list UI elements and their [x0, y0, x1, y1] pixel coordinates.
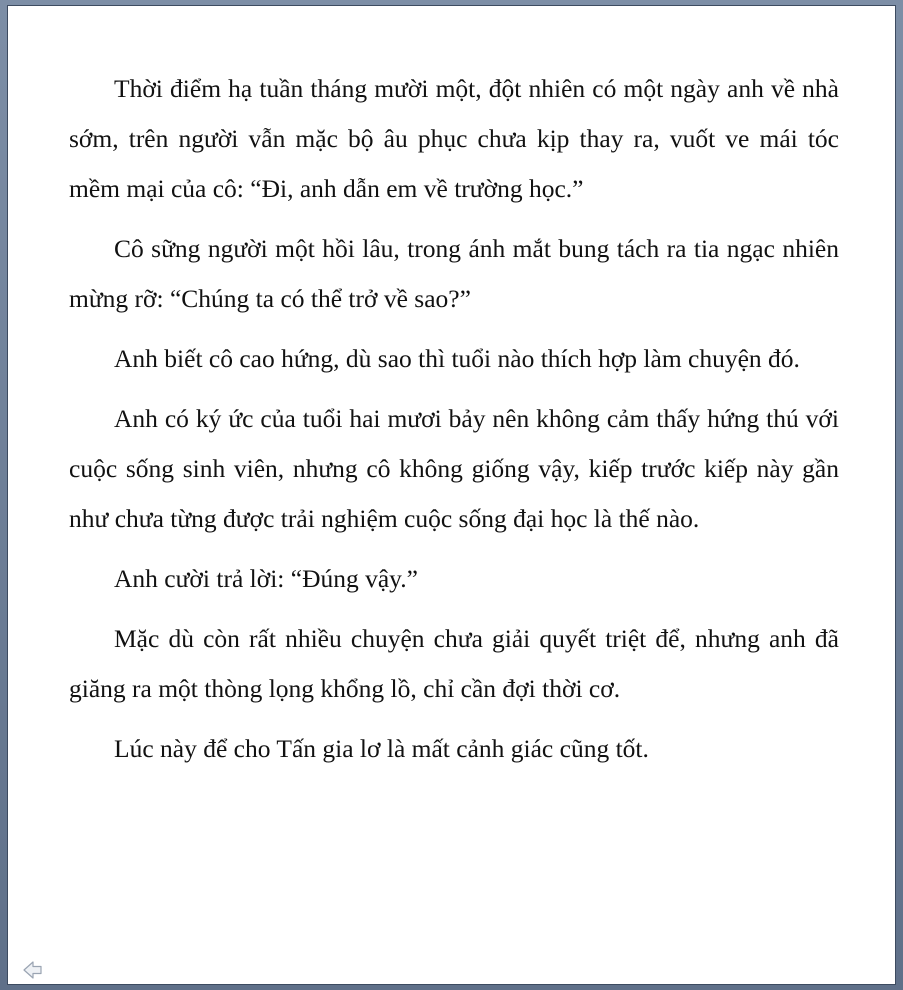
paragraph-3: Anh biết cô cao hứng, dù sao thì tuổi nào thích hợp làm chuyện đó.: [114, 344, 800, 373]
paragraph-5: Anh cười trả lời: “Đúng vậy.”: [114, 564, 418, 593]
paragraph-6: Mặc dù còn rất nhiều chuyện chưa giải quyết triệt để, nhưng anh đã giăng ra một thòng lọng khổng lồ, chỉ cần đợi thời cơ.: [69, 624, 839, 703]
paragraph-2: Cô sững người một hồi lâu, trong ánh mắt bung tách ra tia ngạc nhiên mừng rỡ: “Chúng ta có thể trở về sao?”: [69, 234, 839, 313]
paragraph-4: Anh có ký ức của tuổi hai mươi bảy nên không cảm thấy hứng thú với cuộc sống sinh viên, nhưng cô không giống vậy, kiếp trước kiếp này gần như chưa từng được trải nghiệm cuộc sống đại học là thế nào.: [69, 404, 839, 533]
document-body: [69, 64, 839, 784]
back-arrow-icon[interactable]: [22, 959, 44, 981]
paragraph-1: Thời điểm hạ tuần tháng mười một, đột nhiên có một ngày anh về nhà sớm, trên người vẫn mặc bộ âu phục chưa kịp thay ra, vuốt ve mái tóc mềm mại của cô: “Đi, anh dẫn em về trường học.”: [69, 74, 839, 203]
document-page: [7, 5, 896, 985]
paragraph-7: Lúc này để cho Tấn gia lơ là mất cảnh giác cũng tốt.: [114, 734, 649, 763]
